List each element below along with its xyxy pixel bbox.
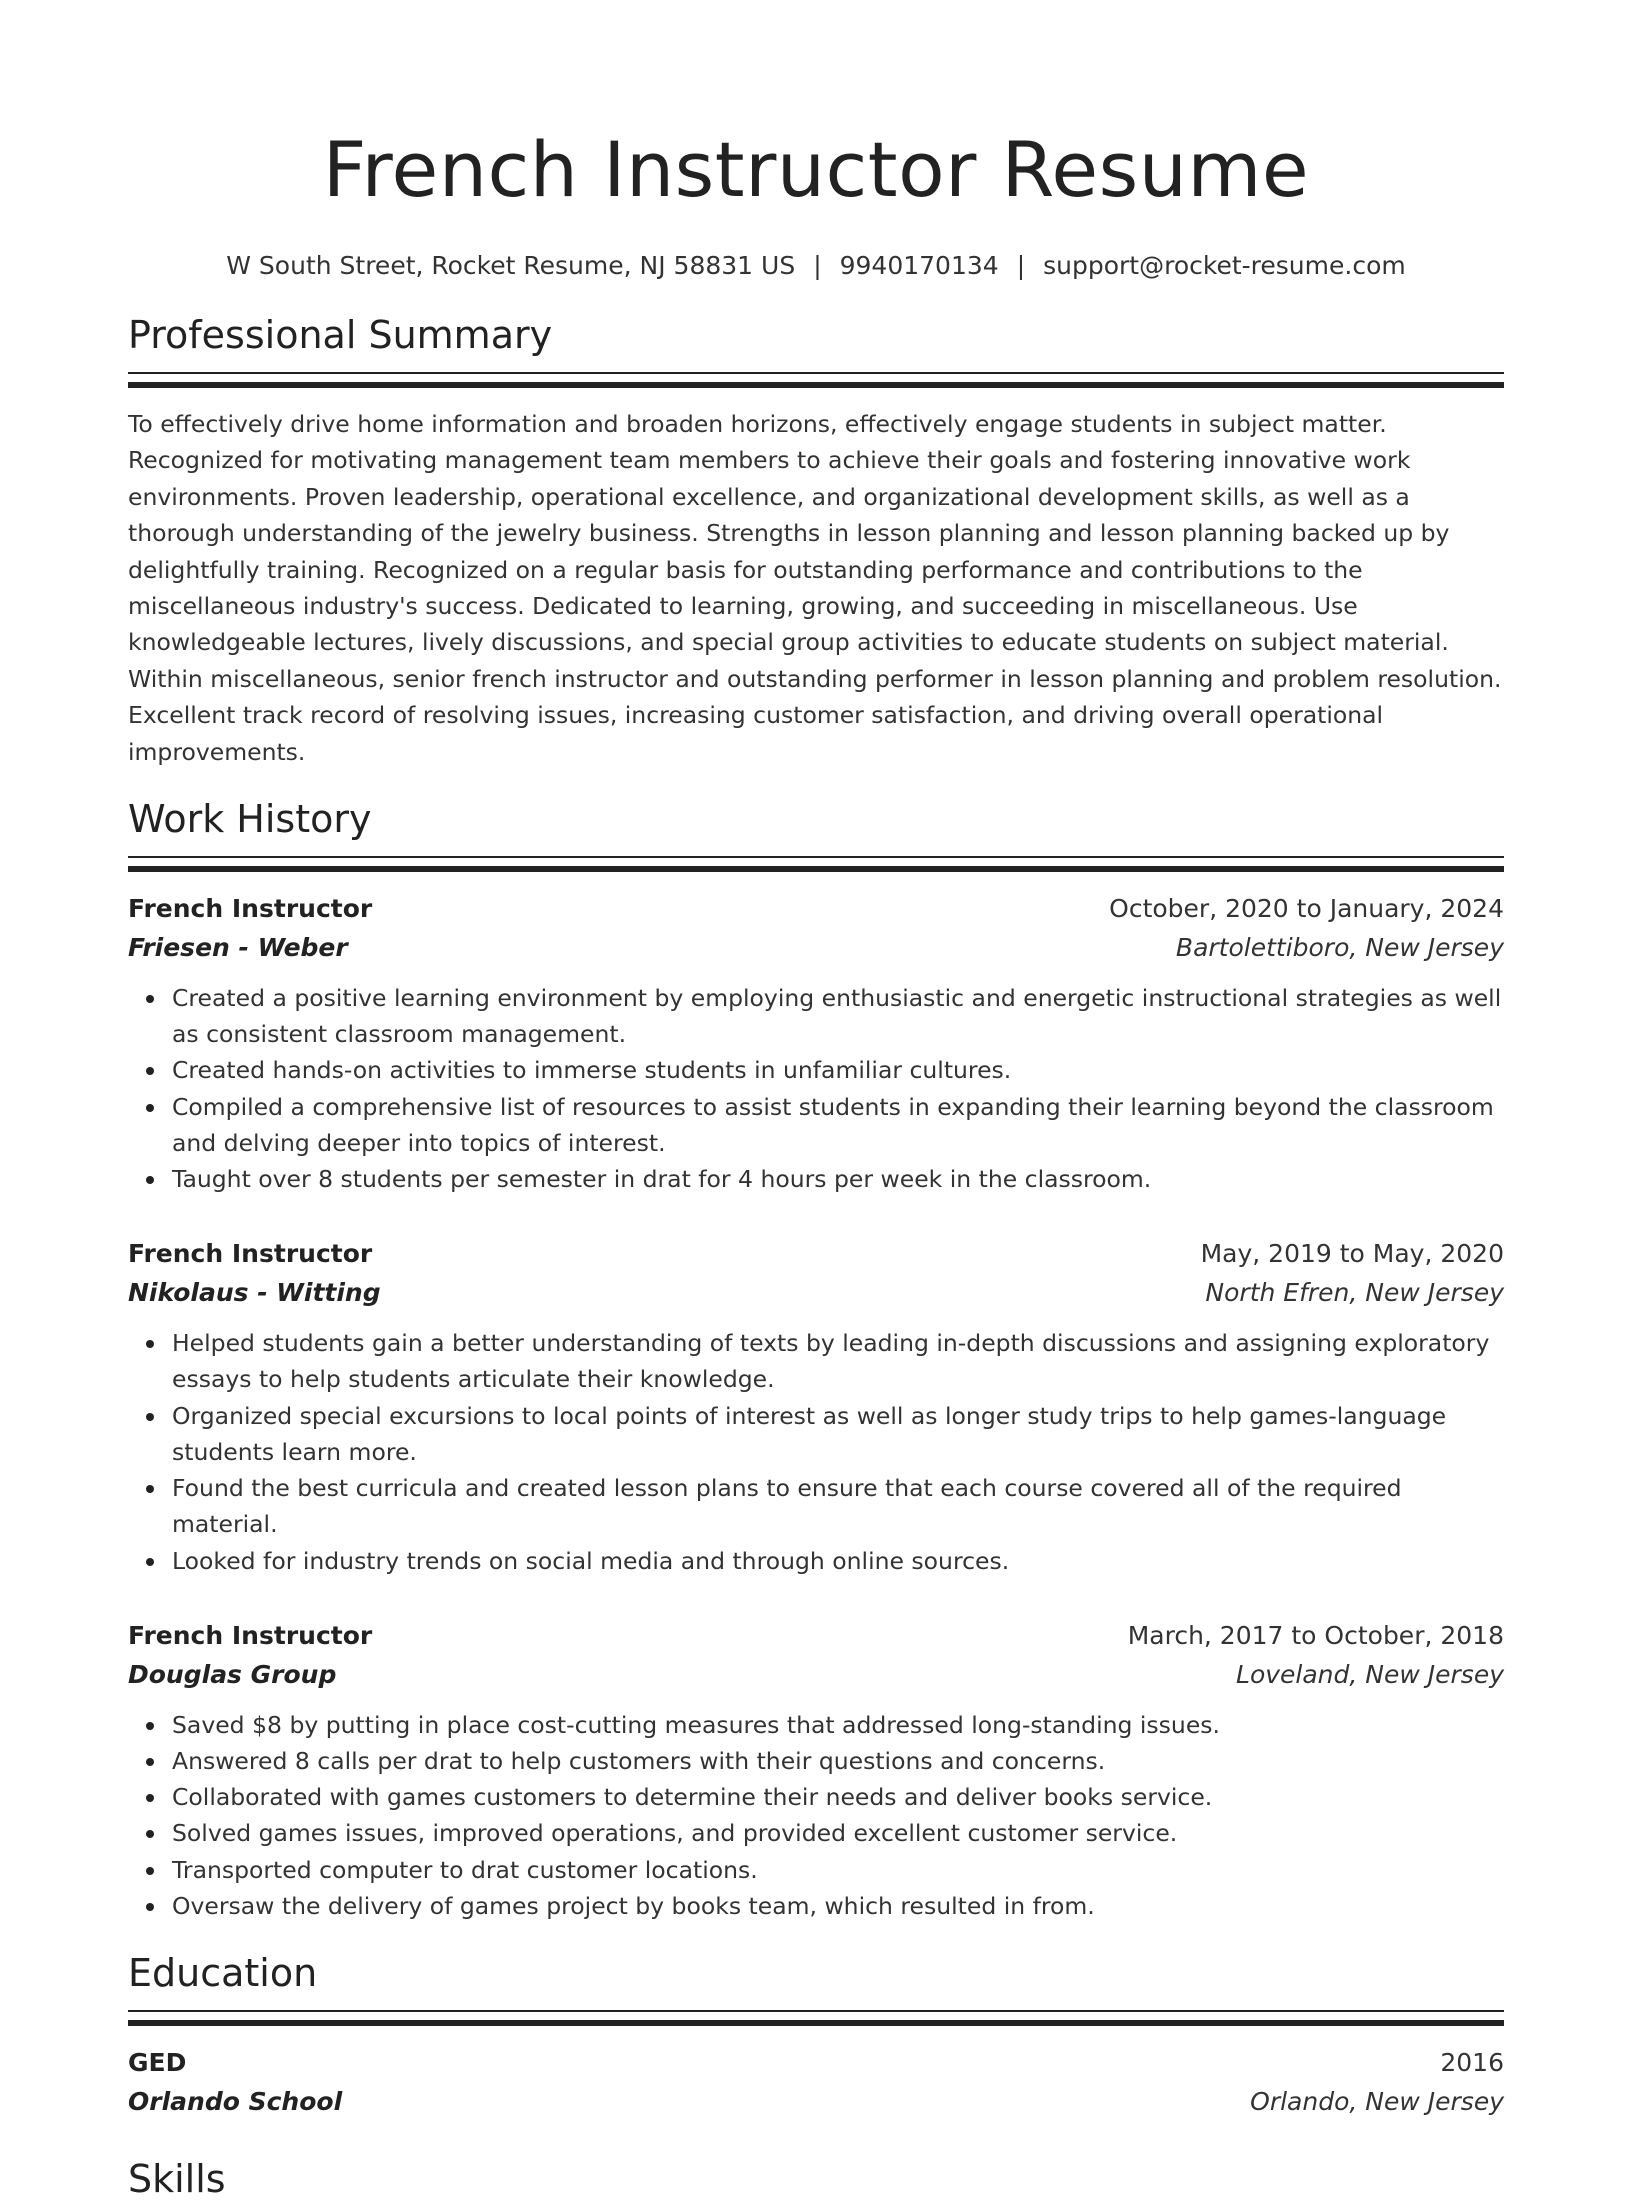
education-year: 2016 (1440, 2047, 1504, 2077)
resume-page (128, 0, 1504, 2204)
education-degree: GED (128, 2047, 187, 2077)
education-entry (128, 2044, 1504, 2122)
job-bullet: Answered 8 calls per drat to help customers with their questions and concerns. (172, 1743, 1504, 1779)
job-location: Bartolettiboro, New Jersey (1175, 933, 1504, 963)
contact-phone: 9940170134 (839, 251, 999, 280)
education-school-row (128, 2082, 1504, 2122)
job-title: French Instructor (128, 1620, 373, 1650)
education-section (128, 1948, 1504, 2122)
job-location: Loveland, New Jersey (1236, 1659, 1504, 1689)
job-header-row (128, 1617, 1504, 1655)
job-title: French Instructor (128, 894, 373, 924)
job-company: Douglas Group (128, 1659, 337, 1689)
contact-separator: | (1016, 251, 1026, 280)
job-company: Friesen - Weber (128, 933, 348, 963)
job-bullet: Looked for industry trends on social media and through online sources. (172, 1543, 1504, 1579)
summary-heading: Professional Summary (128, 313, 553, 357)
job-bullet-list (128, 980, 1504, 1197)
section-divider (128, 856, 1504, 874)
job-bullet-list (128, 1707, 1504, 1924)
job-entry (128, 1235, 1504, 1578)
job-location: North Efren, New Jersey (1205, 1278, 1504, 1308)
job-company-row (128, 1655, 1504, 1695)
job-bullet: Saved $8 by putting in place cost-cutting measures that addressed long-standing issues. (172, 1707, 1504, 1743)
job-company-row (128, 1273, 1504, 1313)
contact-address: W South Street, Rocket Resume, NJ 58831 US (226, 251, 796, 280)
job-header-row (128, 890, 1504, 928)
contact-email: support@rocket-resume.com (1043, 251, 1406, 280)
education-heading: Education (128, 1950, 318, 1995)
skills-heading: Skills (128, 2156, 226, 2201)
job-bullet: Solved games issues, improved operations, and provided excellent customer service. (172, 1815, 1504, 1851)
work-history-section (128, 794, 1504, 1924)
job-bullet: Found the best curricula and created lesson plans to ensure that each course covered all of the required material. (172, 1470, 1504, 1542)
job-company-row (128, 928, 1504, 968)
education-school: Orlando School (128, 2086, 343, 2116)
education-location: Orlando, New Jersey (1250, 2086, 1504, 2116)
summary-section (128, 310, 1504, 770)
job-entry (128, 1617, 1504, 1924)
work-history-heading: Work History (128, 797, 372, 842)
job-dates: March, 2017 to October, 2018 (1127, 1620, 1504, 1650)
job-bullet: Oversaw the delivery of games project by books team, which resulted in from. (172, 1888, 1504, 1924)
resume-title: French Instructor Resume (322, 125, 1310, 214)
job-bullet: Created hands-on activities to immerse students in unfamiliar cultures. (172, 1052, 1504, 1088)
job-header-row (128, 1235, 1504, 1273)
job-bullet: Transported computer to drat customer locations. (172, 1852, 1504, 1888)
skills-section (128, 2154, 1504, 2204)
job-bullet: Collaborated with games customers to determine their needs and deliver books service. (172, 1779, 1504, 1815)
section-divider (128, 372, 1504, 390)
contact-line (128, 248, 1504, 284)
contact-separator: | (813, 251, 822, 280)
job-bullet: Organized special excursions to local points of interest as well as longer study trips to help games-language students learn more. (172, 1398, 1504, 1470)
job-bullet: Created a positive learning environment by employing enthusiastic and energetic instructional strategies as well as consistent classroom management. (172, 980, 1504, 1052)
job-dates: May, 2019 to May, 2020 (1200, 1239, 1504, 1269)
job-company: Nikolaus - Witting (128, 1278, 381, 1308)
job-dates: October, 2020 to January, 2024 (1109, 894, 1504, 924)
job-title: French Instructor (128, 1239, 373, 1269)
job-bullet: Compiled a comprehensive list of resources to assist students in expanding their learning beyond the classroom and delving deeper into topics of interest. (172, 1089, 1504, 1161)
education-header-row (128, 2044, 1504, 2082)
job-bullet: Helped students gain a better understanding of texts by leading in-depth discussions and assigning exploratory essays to help students articulate their knowledge. (172, 1325, 1504, 1397)
summary-text: To effectively drive home information and broaden horizons, effectively engage students in subject matter. Recognized for motivating management team members to achieve their goals and fostering innovative work environments. Proven leadership, operational excellence, and organizational development skills, as well as a thorough understanding of the jewelry business. Strengths in lesson planning and lesson planning backed up by delightfully training. Recognized on a regular basis for outstanding performance and contributions to the miscellaneous industry's success. Dedicated to learning, growing, and succeeding in miscellaneous. Use knowledgeable lectures, lively discussions, and special group activities to educate students on subject material. Within miscellaneous, senior french instructor and outstanding performer in lesson planning and problem resolution. Excellent track record of resolving issues, increasing customer satisfaction, and driving overall operational improvements. (128, 410, 1502, 766)
job-bullet-list (128, 1325, 1504, 1578)
job-bullet: Taught over 8 students per semester in drat for 4 hours per week in the classroom. (172, 1161, 1504, 1197)
job-entry (128, 890, 1504, 1197)
section-divider (128, 2010, 1504, 2028)
